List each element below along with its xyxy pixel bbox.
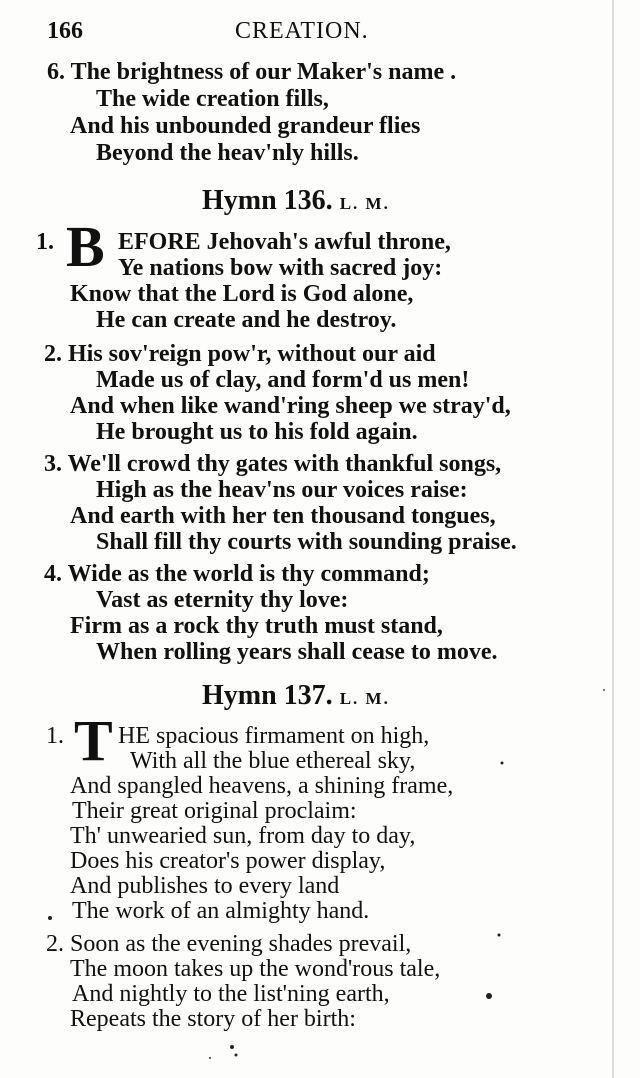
verse-line: And when like wand'ring sheep we stray'd, (70, 393, 511, 419)
verse-line: 6. The brightness of our Maker's name . (47, 59, 457, 85)
verse-line: Does his creator's power display, (70, 848, 386, 874)
verse-line: Th' unwearied sun, from day to day, (70, 823, 416, 849)
verse-line: And nightly to the list'ning earth, (72, 981, 390, 1007)
verse-line: Their great original proclaim: (72, 798, 357, 824)
verse-line: With all the blue ethereal sky, (130, 748, 416, 774)
drop-cap-B: B (66, 214, 105, 279)
stanza-number: 1. (46, 723, 64, 749)
stanza-number: 1. (36, 229, 54, 255)
verse-line: And publishes to every land (70, 873, 340, 899)
hymn-137-number: Hymn 137. (202, 680, 333, 711)
verse-line: 3. We'll crowd thy gates with thankful songs, (44, 451, 502, 477)
verse-line: HE spacious firmament on high, (118, 723, 430, 749)
verse-line: The wide creation fills, (96, 86, 329, 112)
verse-line: Know that the Lord is God alone, (70, 281, 414, 307)
verse-line: Vast as eternity thy love: (96, 587, 349, 613)
verse-line: Shall fill thy courts with sounding praise. (96, 529, 517, 555)
drop-cap-T: T (74, 708, 113, 773)
verse-line: Ye nations bow with sacred joy: (118, 255, 443, 281)
verse-line: 4. Wide as the world is thy command; (44, 561, 430, 587)
verse-line: And earth with her ten thousand tongues, (70, 503, 496, 529)
hymn-137-meter: L. M. (339, 689, 390, 708)
verse-line: When rolling years shall cease to move. (96, 639, 498, 665)
verse-line: Repeats the story of her birth: (70, 1006, 356, 1032)
hymn-136-number: Hymn 136. (202, 185, 333, 216)
verse-line: He brought us to his fold again. (96, 419, 418, 445)
verse-line: Beyond the heav'nly hills. (96, 140, 359, 166)
verse-line: 2. Soon as the evening shades prevail, (46, 931, 412, 957)
verse-line: 2. His sov'reign pow'r, without our aid (44, 341, 436, 367)
page-number: 166 (47, 18, 83, 44)
verse-line: And his unbounded grandeur flies (70, 113, 421, 139)
verse-line: The work of an almighty hand. (72, 898, 370, 924)
verse-line: High as the heav'ns our voices raise: (96, 477, 468, 503)
hymn-136-meter: L. M. (339, 194, 390, 213)
verse-line: The moon takes up the wond'rous tale, (70, 956, 441, 982)
verse-line: And spangled heavens, a shining frame, (70, 773, 454, 799)
verse-line: He can create and he destroy. (96, 307, 397, 333)
running-title: CREATION. (235, 18, 369, 44)
verse-line: Firm as a rock thy truth must stand, (70, 613, 443, 639)
verse-line: EFORE Jehovah's awful throne, (118, 229, 451, 255)
verse-line: Made us of clay, and form'd us men! (96, 367, 470, 393)
